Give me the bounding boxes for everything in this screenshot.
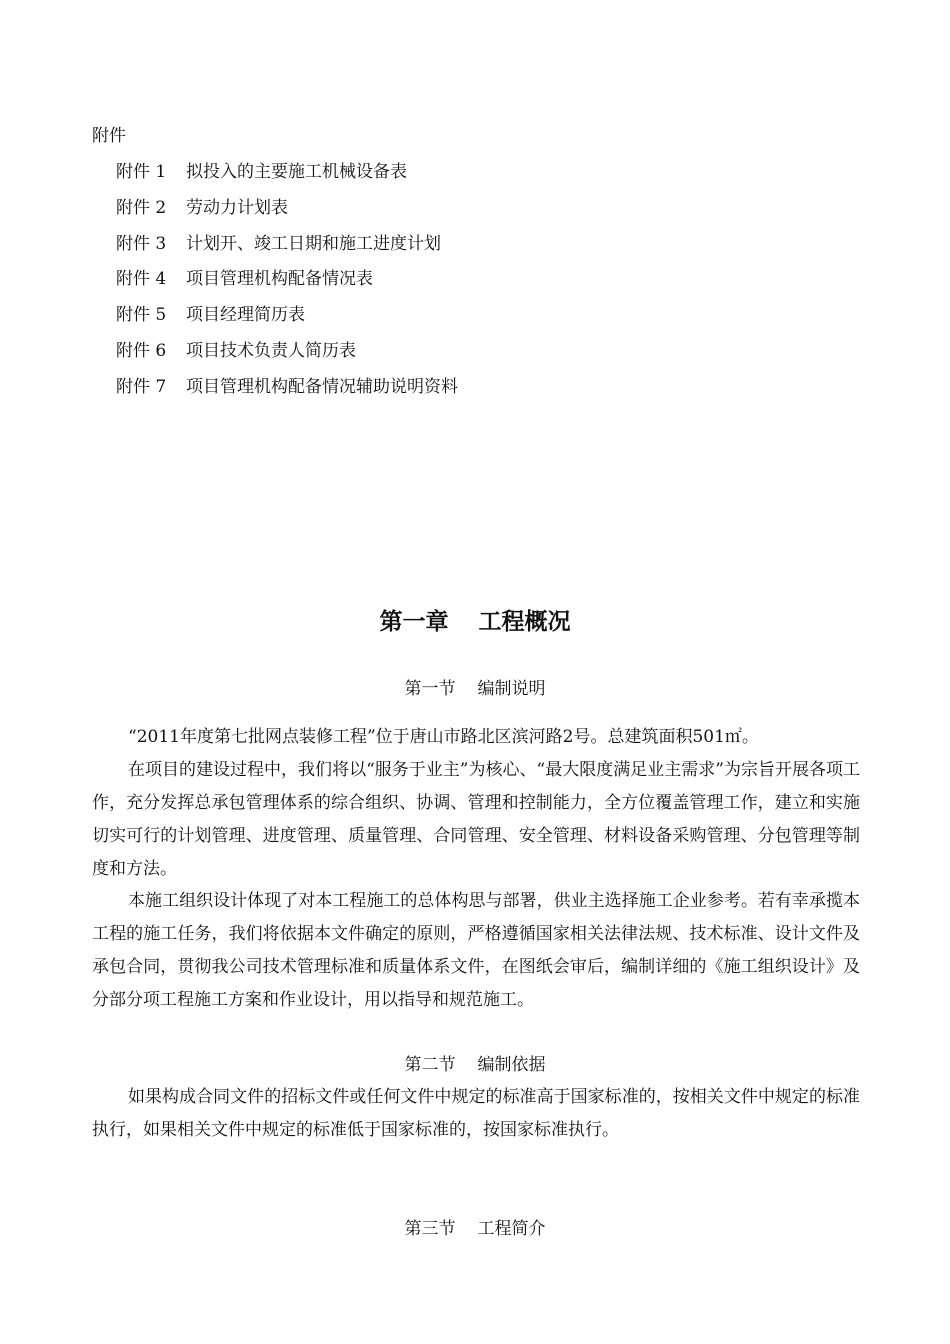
section-number: 第三节 <box>404 1219 456 1239</box>
section-name: 编制依据 <box>477 1055 546 1075</box>
appendix-number: 附件 3 <box>116 233 167 254</box>
appendix-item <box>116 338 458 374</box>
appendix-item <box>116 195 458 231</box>
appendix-number: 附件 5 <box>116 305 167 326</box>
appendix-list <box>116 159 458 410</box>
appendix-item <box>116 266 458 302</box>
appendix-item <box>116 159 458 195</box>
section-title-1 <box>0 676 950 702</box>
appendix-number: 附件 6 <box>116 340 167 361</box>
section-number: 第一节 <box>404 679 456 699</box>
appendix-title: 项目经理简历表 <box>186 305 305 326</box>
section-name: 工程简介 <box>477 1219 546 1239</box>
appendix-heading: 附件 <box>92 126 126 146</box>
appendix-title: 计划开、竣工日期和施工进度计划 <box>186 233 441 254</box>
appendix-number: 附件 7 <box>116 376 167 397</box>
chapter-number: 第一章 <box>379 608 449 635</box>
chapter-title <box>0 605 950 639</box>
paragraph: “2011年度第七批网点装修工程”位于唐山市路北区滨河路2号。总建筑面积501㎡。 <box>128 727 759 747</box>
appendix-number: 附件 4 <box>116 269 167 290</box>
appendix-item <box>116 374 458 410</box>
section-number: 第二节 <box>404 1055 456 1075</box>
appendix-title: 项目管理机构配备情况辅助说明资料 <box>186 376 458 397</box>
paragraph: 如果构成合同文件的招标文件或任何文件中规定的标准高于国家标准的，按相关文件中规定的标准执行，如果相关文件中规定的标准低于国家标准的，按国家标准执行。 <box>92 1087 860 1140</box>
appendix-title: 拟投入的主要施工机械设备表 <box>186 162 407 182</box>
paragraph: 在项目的建设过程中，我们将以“服务于业主”为核心、“最大限度满足业主需求”为宗旨开展各项工作，充分发挥总承包管理体系的综合组织、协调、管理和控制能力，全方位覆盖管理工作，建立和实施切实可行的计划管理、进度管理、质量管理、合同管理、安全管理、材料设备采购管理、分包管理等制度和方法。 <box>92 760 860 879</box>
appendix-item <box>116 302 458 338</box>
section-title-2 <box>0 1052 950 1078</box>
appendix-number: 附件 1 <box>116 162 167 182</box>
section-name: 编制说明 <box>477 679 546 699</box>
appendix-item <box>116 231 458 267</box>
appendix-title: 项目技术负责人简历表 <box>186 340 356 361</box>
chapter-name: 工程概况 <box>478 608 571 635</box>
section-title-3 <box>0 1216 950 1242</box>
paragraph: 本施工组织设计体现了对本工程施工的总体构思与部署，供业主选择施工企业参考。若有幸承揽本工程的施工任务，我们将依据本文件确定的原则，严格遵循国家相关法律法规、技术标准、设计文件及承包合同，贯彻我公司技术管理标准和质量体系文件，在图纸会审后，编制详细的《施工组织设计》及分部分项工程施工方案和作业设计，用以指导和规范施工。 <box>92 891 860 1010</box>
appendix-title: 项目管理机构配备情况表 <box>186 269 373 290</box>
appendix-title: 劳动力计划表 <box>186 197 288 218</box>
appendix-number: 附件 2 <box>116 197 167 218</box>
